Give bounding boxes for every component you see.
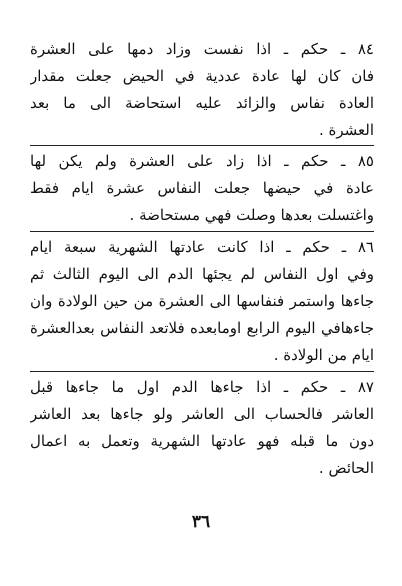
- text-line: عادة في حيضها جعلت النفاس عشرة ايام فقط: [30, 179, 374, 197]
- text-line: ٨٥ ـ حكم ـ اذا زاد على العشرة ولم يكن لها: [30, 152, 374, 170]
- paragraph-86: [30, 234, 374, 369]
- text-line: ٨٧ ـ حكم ـ اذا جاءها الدم اول ما جاءها قبل: [30, 378, 374, 396]
- text-line: جاءها واستمر فنفاسها الى العشرة من حين الولادة وان: [30, 292, 374, 310]
- text-line: جاءهافي اليوم الرابع اومابعده فلاتعد النفاس بعدالعشرة: [30, 319, 374, 337]
- paragraph-87: [30, 374, 374, 482]
- text-line: وفي اول النفاس لم يجئها الدم الى اليوم الثالث ثم: [30, 265, 374, 283]
- paragraph-divider: [30, 371, 374, 372]
- page-number: ٣٦: [191, 512, 211, 532]
- text-line: العاشر فالحساب الى العاشر ولو جاءها بعد العاشر: [30, 405, 374, 423]
- text-line: ٨٦ ـ حكم ـ اذا كانت عادتها الشهرية سبعة ايام: [30, 238, 374, 256]
- paragraph-divider: [30, 145, 374, 146]
- text-line: واغتسلت بعدها وصلت فهي مستحاضة .: [129, 206, 374, 224]
- text-line: دون ما قبله فهو عادتها الشهرية وتعمل به اعمال: [30, 432, 374, 450]
- text-line: ايام من الولادة .: [273, 346, 374, 364]
- paragraph-divider: [30, 231, 374, 232]
- text-line: العادة نفاس والزائد عليه استحاضة الى ما بعد: [30, 94, 374, 112]
- text-line: العشرة .: [318, 121, 374, 139]
- paragraph-85: [30, 148, 374, 229]
- text-line: فان كان لها عادة عددية في الحيض جعلت مقدار: [30, 67, 374, 85]
- paragraph-84: [30, 36, 374, 144]
- text-line: ٨٤ ـ حكم ـ اذا نفست وزاد دمها على العشرة: [30, 40, 374, 58]
- text-line: الحائض .: [318, 459, 374, 477]
